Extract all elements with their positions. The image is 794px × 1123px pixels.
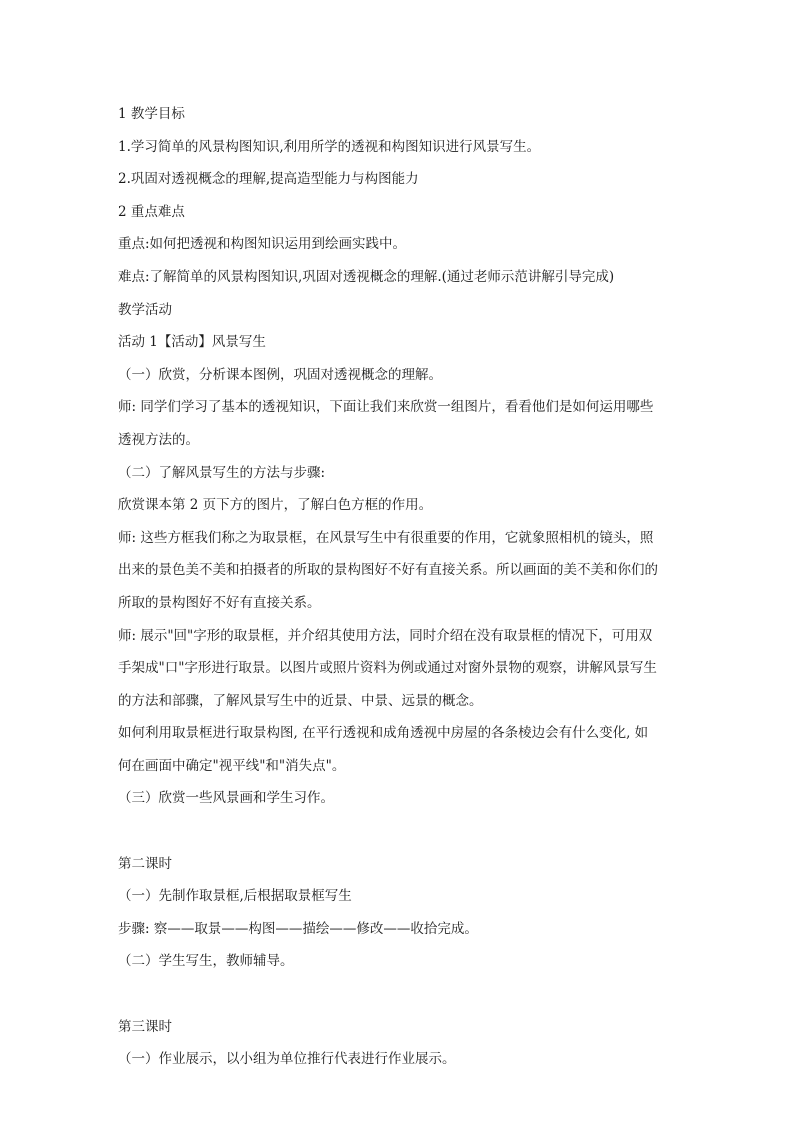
paragraph-line: 师: 同学们学习了基本的透视知识，下面让我们来欣赏一组图片，看看他们是如何运用哪些 (118, 399, 654, 416)
paragraph-line: 师: 展示"回"字形的取景框，并介绍其使用方法，同时介绍在没有取景框的情况下，可用双 (118, 627, 653, 644)
paragraph-line: 透视方法的。 (118, 431, 199, 448)
paragraph-line: 步骤: 察——取景——构图——描绘——修改——收拾完成。 (118, 920, 478, 937)
objective-2: 2.巩固对透视概念的理解,提高造型能力与构图能力 (118, 171, 419, 188)
heading-key-difficulties: 2 重点难点 (118, 203, 185, 220)
blank-line (118, 978, 678, 1011)
activity-1-title: 活动 1【活动】风景写生 (118, 334, 266, 351)
section-appreciate: （一）欣赏，分析课本图例，巩固对透视概念的理解。 (118, 366, 442, 383)
blank-line (118, 815, 678, 848)
paragraph-line: 何在画面中确定"视平线"和"消失点"。 (118, 757, 346, 774)
heading-second-lesson: 第二课时 (118, 855, 172, 872)
paragraph-line: （一）先制作取景框,后根据取景框写生 (118, 888, 352, 905)
paragraph-line: 出来的景色美不美和拍摄者的所取的景构图好不好有直接关系。所以画面的美不美和你们的 (118, 562, 658, 579)
heading-teaching-objectives: 1 教学目标 (118, 106, 185, 122)
paragraph-line: 的方法和部骤，了解风景写生中的近景、中景、远景的概念。 (118, 692, 483, 709)
difficult-point: 难点:了解简单的风景构图知识,巩固对透视概念的理解.(通过老师示范讲解引导完成) (118, 268, 615, 285)
objective-1: 1.学习简单的风景构图知识,利用所学的透视和构图知识进行风景写生。 (118, 138, 541, 155)
paragraph-line: （一）作业展示，以小组为单位推行代表进行作业展示。 (118, 1051, 456, 1068)
section-appreciate-works: （三）欣赏一些风景画和学生习作。 (118, 790, 334, 807)
paragraph-line: （二）学生写生，教师辅导。 (118, 953, 294, 970)
paragraph-line: 如何利用取景框进行取景构图, 在平行透视和成角透视中房屋的各条棱边会有什么变化, 如 (118, 725, 649, 742)
paragraph-line: 师: 这些方框我们称之为取景框，在风景写生中有很重要的作用，它就象照相机的镜头，照 (118, 529, 654, 546)
paragraph-line: 所取的景构图好不好有直接关系。 (118, 594, 321, 611)
key-point: 重点:如何把透视和构图知识运用到绘画实践中。 (118, 236, 407, 253)
heading-teaching-activities: 教学活动 (118, 301, 172, 318)
document-body (118, 98, 678, 1076)
paragraph-line: 欣赏课本第 2 页下方的图片，了解白色方框的作用。 (118, 497, 433, 514)
paragraph-line: 手架成"口"字形进行取景。以图片或照片资料为例或通过对窗外景物的观察，讲解风景写生 (118, 660, 657, 677)
section-methods-steps: （二）了解风景写生的方法与步骤: (118, 464, 326, 481)
heading-third-lesson: 第三课时 (118, 1018, 172, 1035)
